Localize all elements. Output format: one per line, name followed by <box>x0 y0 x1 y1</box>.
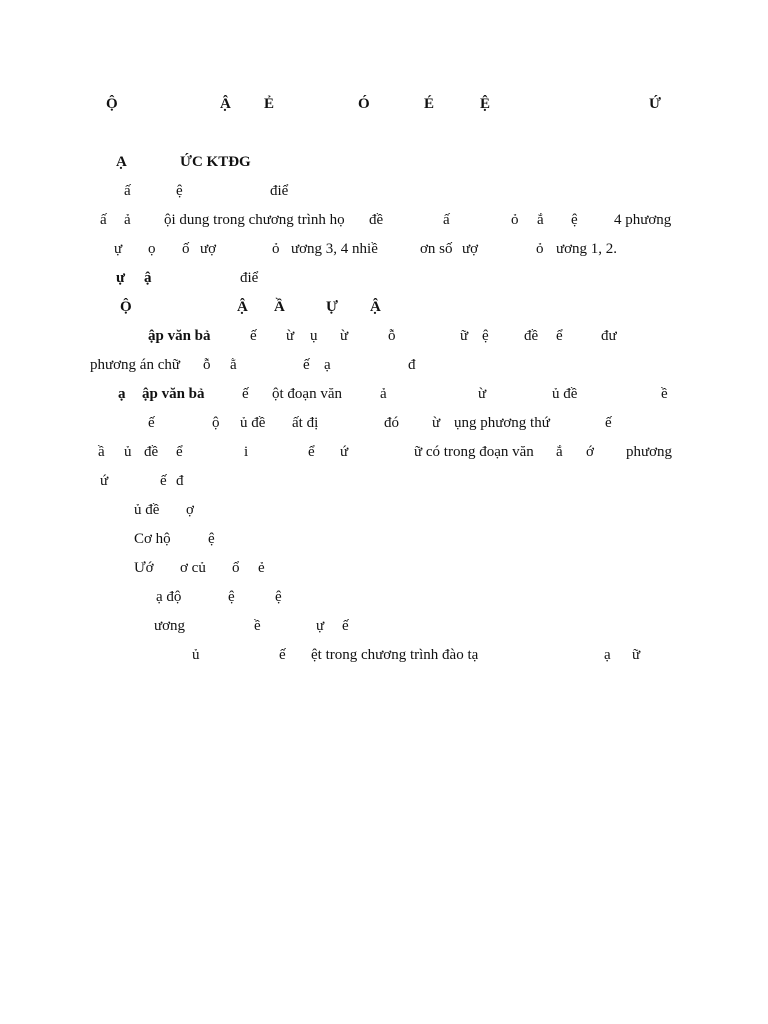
text-fragment: ề <box>254 618 261 634</box>
text-fragment: ự <box>114 241 123 257</box>
text-fragment: Ự <box>326 299 338 315</box>
text-fragment: ế <box>342 618 349 634</box>
text-fragment: ố <box>182 241 190 257</box>
text-fragment: đư <box>601 328 617 344</box>
text-fragment: Ướ <box>134 560 154 576</box>
text-fragment: ổ <box>232 560 240 576</box>
text-fragment: ương <box>154 618 186 634</box>
text-fragment: ương 1, 2. <box>556 241 618 257</box>
text-fragment: điể <box>240 270 259 286</box>
text-fragment: ấ <box>100 212 107 228</box>
text-fragment: É <box>424 96 435 112</box>
text-fragment: ế <box>250 328 257 344</box>
text-fragment: ủ đề <box>134 502 160 518</box>
text-fragment: ạ <box>324 357 331 373</box>
text-fragment: ứ <box>340 444 349 460</box>
text-fragment: ạ <box>118 386 126 402</box>
text-fragment: Ạ <box>116 154 127 170</box>
text-fragment: ừ <box>286 328 295 344</box>
text-fragment: ủ <box>192 647 200 663</box>
text-fragment: ấ <box>443 212 450 228</box>
text-fragment: ệ <box>208 531 215 547</box>
text-fragment: Ậ <box>370 299 381 315</box>
text-fragment: ế <box>148 415 155 431</box>
text-fragment: ừ <box>340 328 349 344</box>
text-fragment: Ộ <box>106 96 118 112</box>
text-fragment: ữ <box>460 328 469 344</box>
text-fragment: Ộ <box>120 299 132 315</box>
text-fragment: ế <box>279 647 286 663</box>
text-fragment: đề <box>144 444 159 460</box>
text-fragment: ủ đề <box>552 386 578 402</box>
text-fragment: đ <box>176 473 184 489</box>
text-fragment: điể <box>270 183 289 199</box>
text-fragment: ấ <box>124 183 131 199</box>
text-fragment: ề <box>661 386 668 402</box>
text-fragment: ớ <box>586 444 594 460</box>
text-fragment: Ệ <box>480 96 491 112</box>
text-fragment: ắ <box>556 444 563 460</box>
text-fragment: ả <box>380 386 387 402</box>
text-fragment: Cơ hộ <box>134 531 171 547</box>
text-fragment: ượ <box>200 241 217 257</box>
text-fragment: Ẻ <box>264 96 275 112</box>
text-fragment: ắ <box>537 212 544 228</box>
text-fragment: ột đoạn văn <box>272 386 342 402</box>
text-fragment: ế <box>160 473 167 489</box>
text-fragment: ạ <box>604 647 611 663</box>
text-fragment: ượ <box>462 241 479 257</box>
text-fragment: ạ độ <box>156 589 182 605</box>
text-fragment: Ầ <box>274 299 285 315</box>
text-fragment: đề <box>369 212 384 228</box>
text-fragment: ể <box>556 328 563 344</box>
text-fragment: ế <box>605 415 612 431</box>
text-fragment: ủ <box>124 444 132 460</box>
text-fragment: ập văn bả <box>148 328 211 344</box>
text-fragment: ỨC KTĐG <box>180 154 251 170</box>
text-fragment: ệ <box>275 589 282 605</box>
text-fragment: ội dung trong chương trình họ <box>164 212 345 228</box>
text-fragment: ệ <box>176 183 183 199</box>
text-fragment: Ậ <box>237 299 248 315</box>
text-fragment: ệt trong chương trình đào tạ <box>311 647 479 663</box>
text-fragment: đ <box>408 357 416 373</box>
text-fragment: ậ <box>144 270 152 286</box>
text-fragment: ệ <box>228 589 235 605</box>
text-fragment: ừ <box>432 415 441 431</box>
text-fragment: ứ <box>100 473 109 489</box>
text-fragment: ẻ <box>258 560 265 576</box>
text-fragment: Ó <box>358 96 370 112</box>
text-fragment: ế <box>303 357 310 373</box>
text-fragment: ỏ <box>272 241 280 257</box>
text-fragment: phương <box>626 444 673 460</box>
text-fragment: ủ đề <box>240 415 266 431</box>
text-fragment: ơ củ <box>180 560 206 576</box>
text-fragment: i <box>244 444 249 460</box>
text-fragment: Ậ <box>220 96 231 112</box>
text-fragment: ệ <box>482 328 489 344</box>
text-fragment: ất đị <box>292 415 319 431</box>
text-fragment: ỏ <box>536 241 544 257</box>
text-fragment: ụ <box>310 328 318 344</box>
text-fragment: ương 3, 4 nhiề <box>291 241 378 257</box>
text-fragment: đề <box>524 328 539 344</box>
text-fragment: ập văn bả <box>142 386 205 402</box>
text-fragment: ệ <box>571 212 578 228</box>
text-fragment: ộ <box>212 415 220 431</box>
text-fragment: ỗ <box>388 328 396 344</box>
text-fragment: ọ <box>148 241 156 257</box>
text-fragment: 4 phương <box>614 212 672 228</box>
text-fragment: ơn số <box>420 241 453 257</box>
text-fragment: ể <box>176 444 183 460</box>
text-fragment: ự <box>316 618 325 634</box>
text-fragment: đó <box>384 415 399 431</box>
text-fragment: ỏ <box>511 212 519 228</box>
text-fragment: phương án chữ <box>90 357 181 373</box>
text-fragment: ằ <box>230 357 237 373</box>
text-fragment: ữ có trong đoạn văn <box>414 444 534 460</box>
text-fragment: ừ <box>478 386 487 402</box>
text-fragment: ữ <box>632 647 641 663</box>
text-fragment: ụng phương thứ <box>454 415 550 431</box>
text-fragment: ầ <box>98 444 105 460</box>
text-fragment: ể <box>308 444 315 460</box>
text-fragment: ỗ <box>203 357 211 373</box>
text-fragment: Ứ <box>649 96 661 112</box>
text-fragment: ợ <box>186 502 194 518</box>
text-fragment: ả <box>124 212 131 228</box>
text-fragment: ế <box>242 386 249 402</box>
text-fragment: ự <box>116 270 126 286</box>
